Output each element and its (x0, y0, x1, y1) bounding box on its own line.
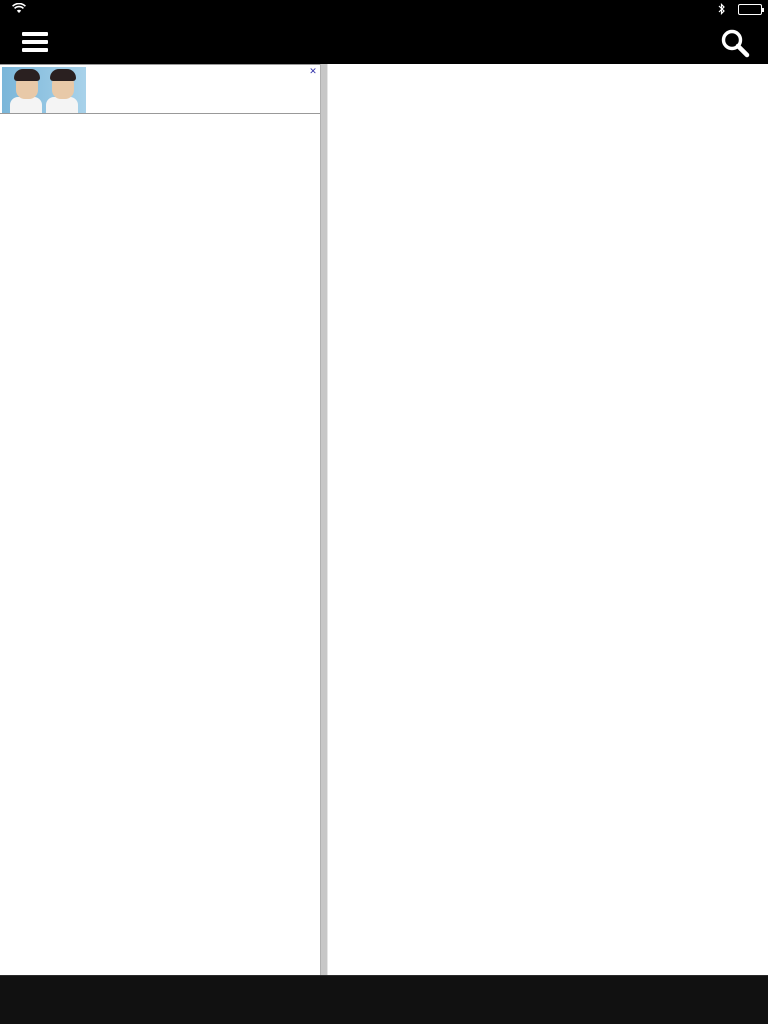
bluetooth-icon (718, 3, 726, 15)
search-icon[interactable] (720, 28, 750, 58)
ad-banner[interactable] (0, 64, 320, 114)
menu-button[interactable] (22, 32, 48, 52)
article-view (328, 64, 768, 975)
battery-icon (738, 4, 762, 15)
tab-bar (0, 975, 768, 1024)
wifi-icon (12, 3, 26, 14)
ad-photo (2, 67, 86, 113)
status-bar (0, 0, 768, 20)
hamburger-icon (22, 32, 48, 36)
news-list[interactable] (0, 64, 320, 975)
split-divider[interactable] (320, 64, 328, 975)
nav-bar (0, 20, 768, 64)
ad-info-icon[interactable]: ✕ (309, 67, 317, 77)
